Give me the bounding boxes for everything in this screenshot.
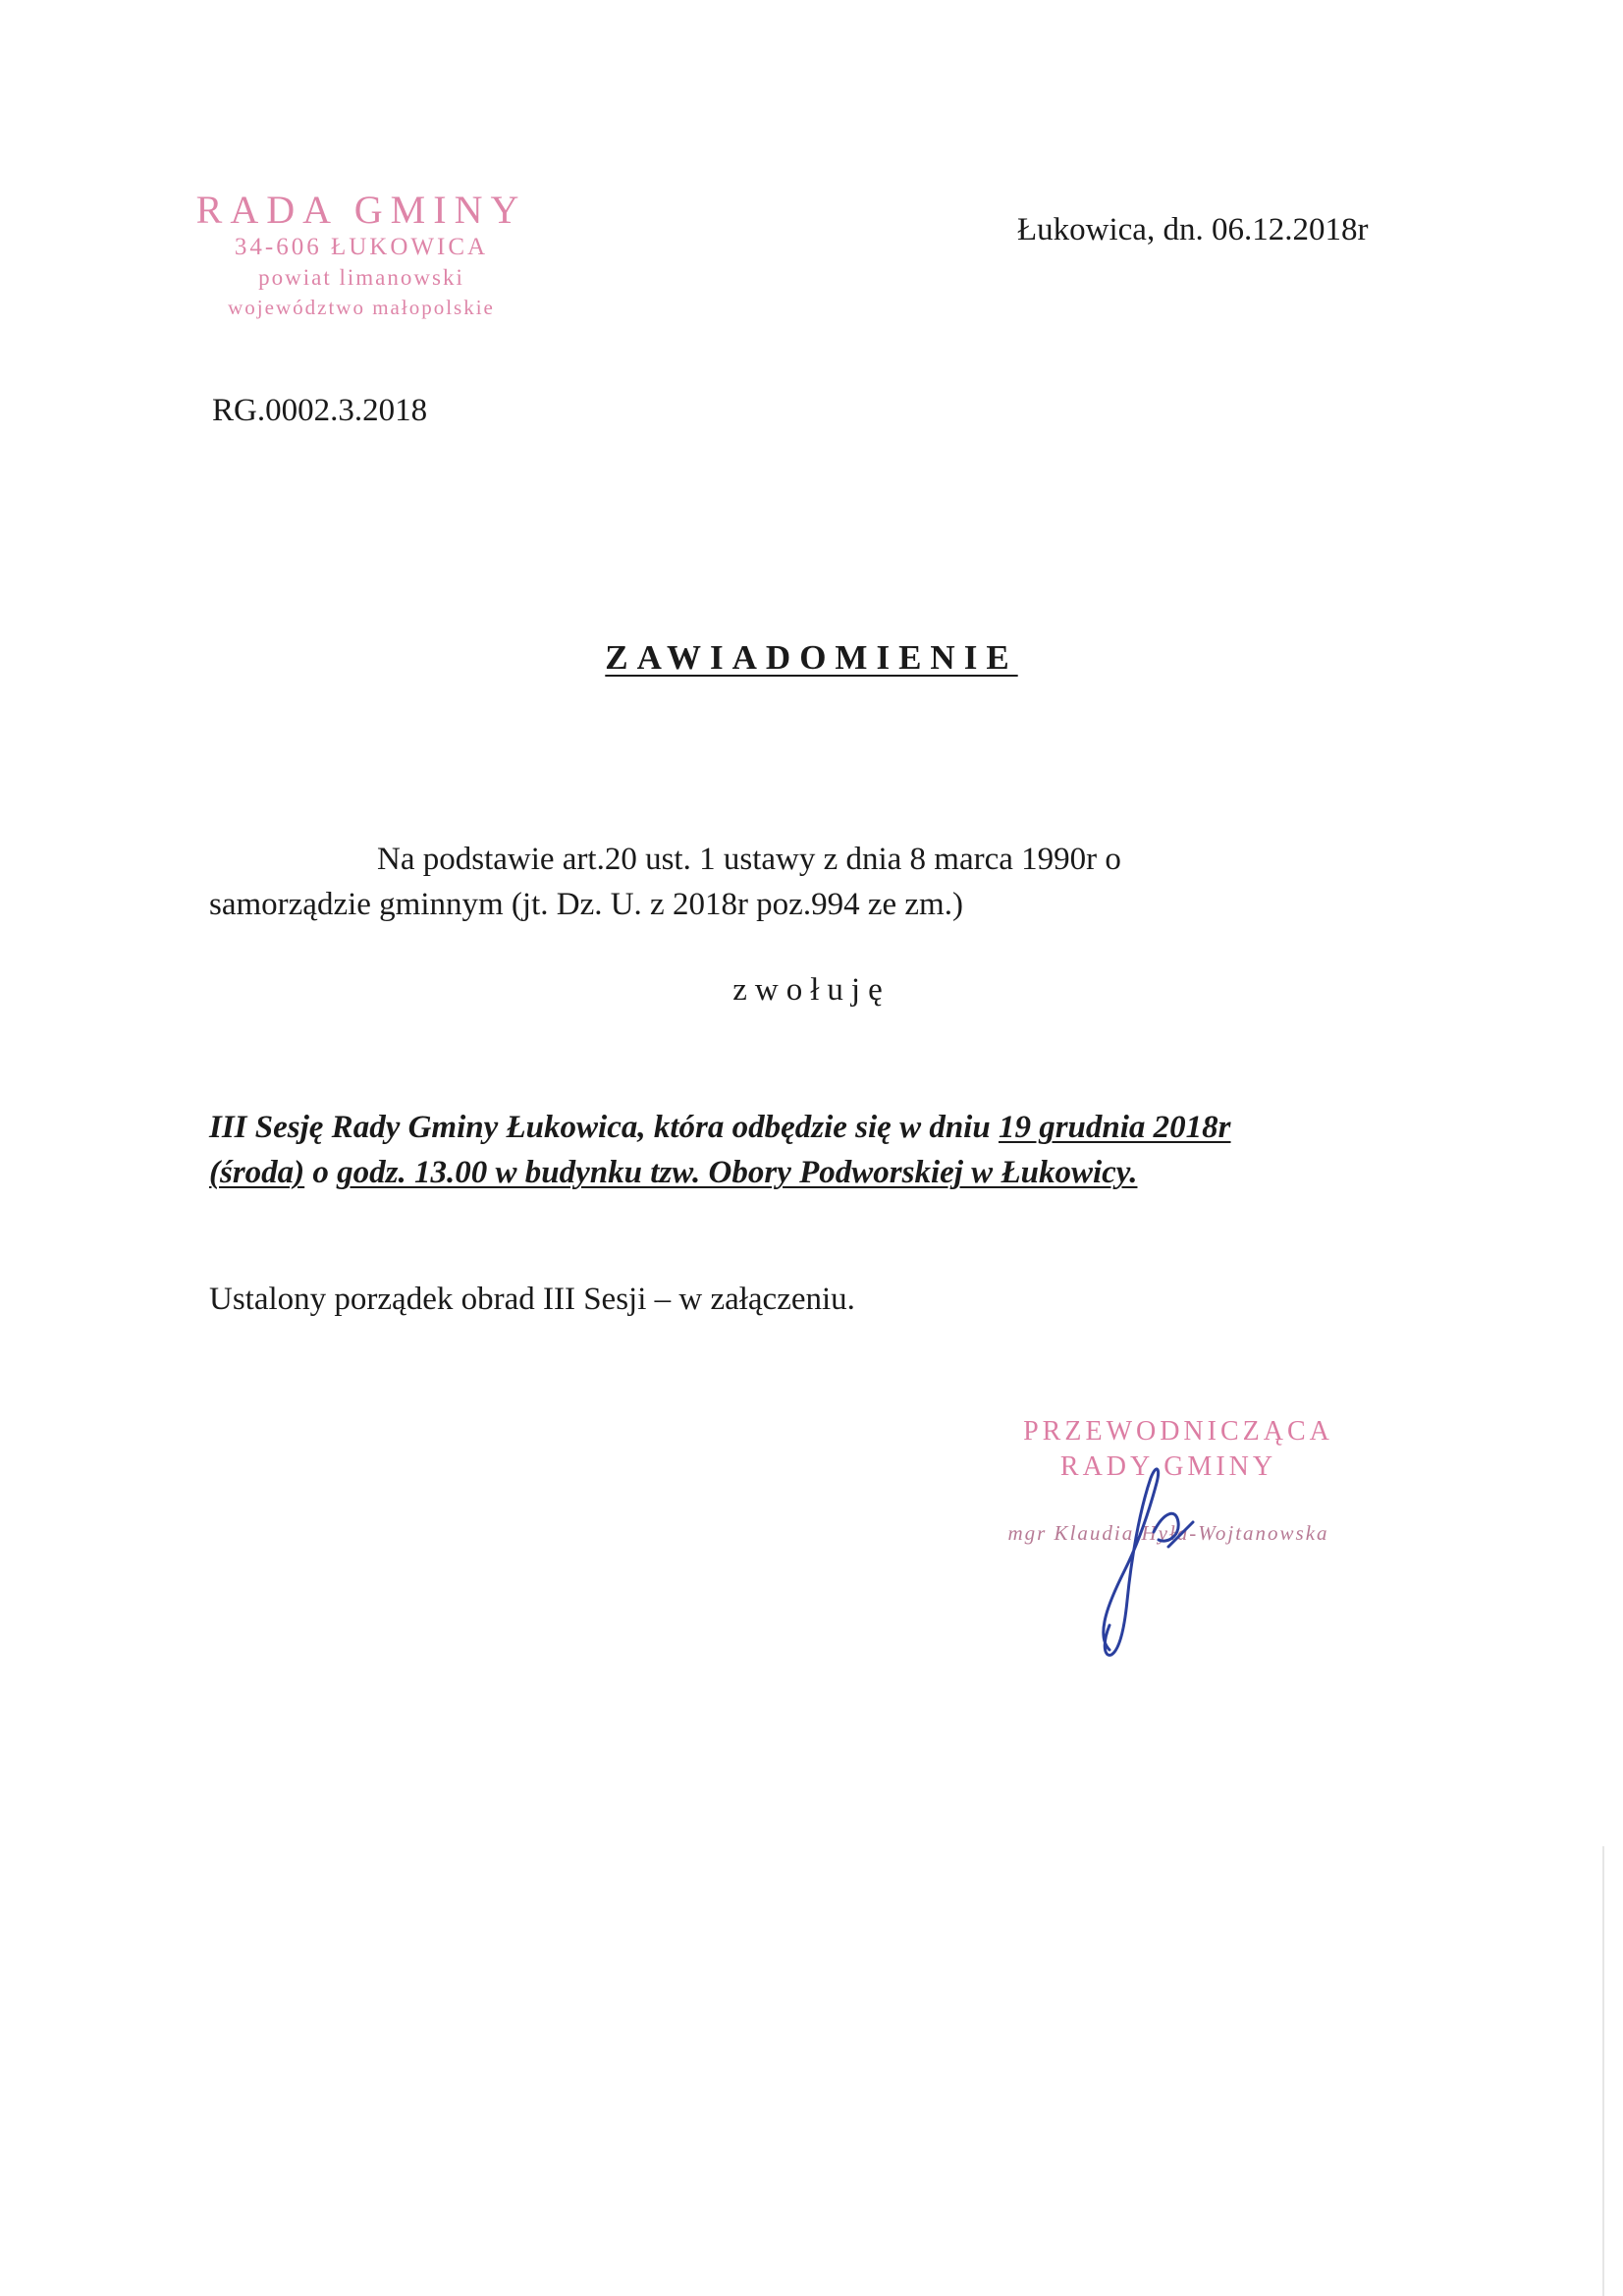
stamp-chair-line-3: mgr Klaudia Hyła-Wojtanowska — [1007, 1521, 1329, 1545]
session-line-2 — [209, 1150, 1446, 1195]
stamp-council-line-3: powiat limanowski — [258, 265, 464, 290]
handwritten-signature — [1041, 1453, 1237, 1669]
session-time-place: godz. 13.00 w budynku tzw. Obory Podworskiej w Łukowicy. — [337, 1155, 1138, 1190]
document-title — [0, 638, 1623, 678]
legal-basis-line-2: samorządzie gminnym (jt. Dz. U. z 2018r poz.994 ze zm.) — [209, 887, 963, 922]
legal-basis-line-1: Na podstawie art.20 ust. 1 ustawy z dnia 8 marca 1990r o — [377, 842, 1121, 877]
stamp-chair-line-1: PRZEWODNICZĄCA — [1023, 1416, 1333, 1447]
session-weekday: (środa) — [209, 1155, 305, 1190]
convening-verb: zwołuję — [732, 972, 891, 1008]
session-announcement — [209, 1105, 1446, 1195]
stamp-council-line-1: RADA GMINY — [195, 188, 527, 232]
stamp-chair-line-2: RADY GMINY — [1059, 1451, 1277, 1482]
session-line-1 — [209, 1105, 1446, 1150]
session-line-1-text: III Sesję Rady Gminy Łukowica, która odbędzie się w dniu — [209, 1110, 999, 1145]
stamp-council-line-4: województwo małopolskie — [228, 296, 495, 319]
council-stamp — [175, 189, 548, 322]
session-line-2-text: o — [304, 1155, 338, 1190]
place-and-date: Łukowica, dn. 06.12.2018r — [1017, 212, 1369, 247]
agenda-note: Ustalony porządek obrad III Sesji – w załączeniu. — [209, 1282, 855, 1317]
legal-basis-paragraph — [209, 837, 1446, 927]
reference-number: RG.0002.3.2018 — [212, 393, 428, 428]
document-title-text: ZAWIADOMIENIE — [605, 638, 1018, 677]
page-edge-line — [1602, 1846, 1604, 2296]
stamp-council-line-2: 34-606 ŁUKOWICA — [234, 234, 489, 260]
session-date: 19 grudnia 2018r — [998, 1110, 1231, 1145]
